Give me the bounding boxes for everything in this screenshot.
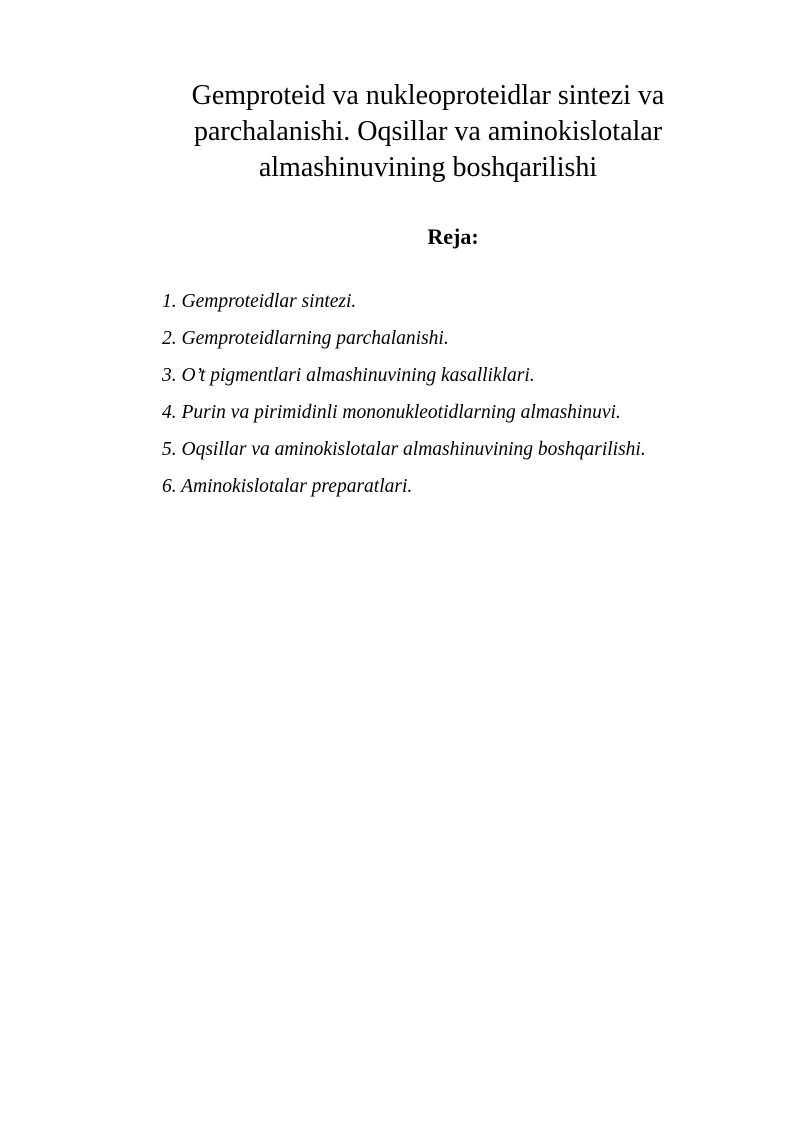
plan-item: 6. Aminokislotalar preparatlari.	[162, 476, 413, 497]
plan-item: 1. Gemproteidlar sintezi.	[162, 291, 357, 312]
plan-list	[162, 289, 762, 511]
plan-heading: Reja:	[427, 224, 479, 249]
title-line: parchalanishi. Oqsillar va aminokislotalar	[193, 116, 663, 147]
title-line: Gemproteid va nukleoproteidlar sintezi va	[191, 80, 665, 111]
plan-item: 4. Purin va pirimidinli mononukleotidlarning almashinuvi.	[162, 402, 621, 423]
document-title	[150, 78, 706, 186]
title-line: almashinuvining boshqarilishi	[258, 152, 598, 183]
plan-item: 2. Gemproteidlarning parchalanishi.	[162, 328, 449, 349]
plan-item: 5. Oqsillar va aminokislotalar almashinuvining boshqarilishi.	[162, 439, 646, 460]
plan-item: 3. O’t pigmentlari almashinuvining kasalliklari.	[162, 365, 535, 386]
